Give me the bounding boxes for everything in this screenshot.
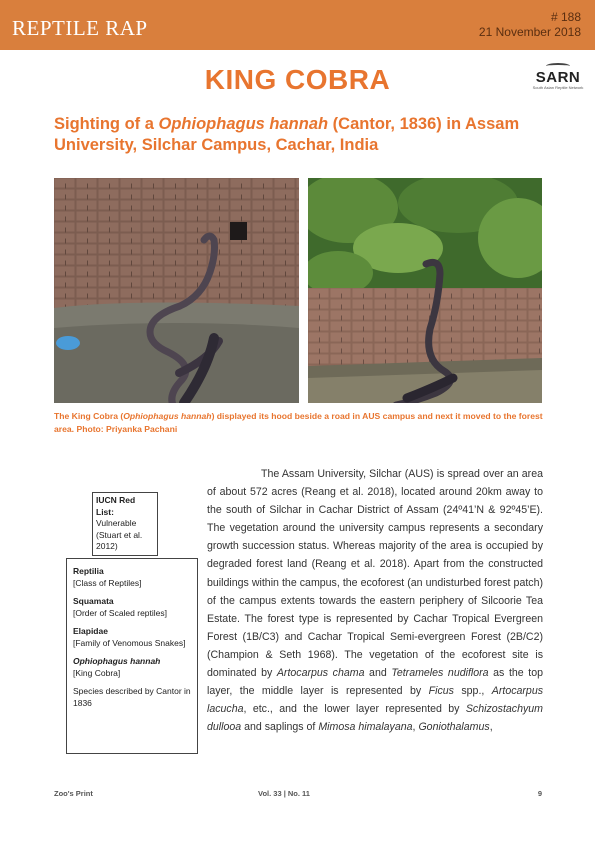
- page-number: 9: [537, 789, 542, 798]
- body-species: Tetrameles nudiflora: [391, 667, 489, 680]
- footer-volume: Vol. 33 | No. 11: [258, 789, 310, 798]
- body-species: Schizostachyum dullooa: [207, 703, 543, 734]
- publication-title: REPTILE RAP: [12, 16, 148, 40]
- body-text: spp.,: [453, 685, 492, 698]
- body-text: ,: [412, 721, 419, 734]
- footer-journal: Zoo's Print: [54, 789, 93, 798]
- taxon-desc: [King Cobra]: [73, 667, 121, 678]
- article-subtitle: [54, 114, 554, 156]
- taxon-name: Elapidae: [73, 626, 108, 636]
- taxon-name: Squamata: [73, 596, 114, 606]
- logo-wordmark: SARN: [535, 69, 581, 86]
- taxon-desc: [Family of Venomous Snakes]: [73, 637, 186, 648]
- taxon-desc: [Class of Reptiles]: [73, 577, 142, 588]
- photo-caption: [54, 410, 544, 435]
- caption-text: The King Cobra (: [54, 411, 124, 421]
- issue-number: # 188: [550, 10, 581, 24]
- cobra-photo-forest: [308, 178, 542, 403]
- article-body: [207, 465, 543, 736]
- body-paragraph: [207, 465, 543, 736]
- taxon-name: Ophiophagus hannah: [73, 656, 161, 666]
- body-text: and: [364, 667, 392, 680]
- body-species: Artocarpus chama: [276, 667, 365, 680]
- taxon-class: [73, 566, 191, 589]
- cobra-photo-hood: [54, 178, 299, 403]
- article-title: KING COBRA: [204, 64, 391, 95]
- iucn-label: IUCN Red List:: [96, 495, 136, 517]
- taxon-name: Reptilia: [73, 566, 104, 576]
- taxon-species: [73, 656, 191, 679]
- body-text: ,: [489, 721, 493, 734]
- taxon-family: [73, 626, 191, 649]
- iucn-status: Vulnerable: [96, 518, 137, 528]
- subtitle-text: Sighting of a: [54, 115, 159, 133]
- body-species: Mimosa himalayana: [318, 721, 413, 734]
- taxonomy-box: [66, 558, 198, 754]
- sarn-logo: [532, 58, 584, 92]
- taxon-desc: [Order of Scaled reptiles]: [73, 607, 168, 618]
- page-footer: [54, 789, 542, 799]
- snake-logo-icon: [532, 58, 584, 70]
- taxon-order: [73, 596, 191, 619]
- body-text: and saplings of: [241, 721, 319, 734]
- body-species: Ficus: [428, 685, 454, 698]
- issue-date: 21 November 2018: [478, 25, 581, 39]
- body-text: as the top layer, the middle layer is represented by: [207, 667, 543, 698]
- logo-tagline: South Asian Reptile Network: [532, 85, 584, 90]
- header-banner: [0, 0, 595, 50]
- issue-info: [479, 10, 581, 40]
- species-described-note: Species described by Cantor in 1836: [73, 686, 191, 708]
- iucn-status-box: [92, 492, 158, 556]
- caption-text-end: ) displayed its hood beside a road in AUS campus and next it moved to the forest area. Photo: Priyanka Pachani: [54, 411, 543, 434]
- body-species: Artocarpus lacucha: [207, 685, 544, 716]
- body-species: Goniothalamus: [418, 721, 490, 734]
- subtitle-text-end: (Cantor, 1836) in Assam University, Silchar Campus, Cachar, India: [54, 115, 520, 154]
- caption-species: Ophiophagus hannah: [123, 411, 212, 421]
- body-text: The Assam University, Silchar (AUS) is spread over an area of about 572 acres (Reang et al. 2018), located around 20km away to the south of Silchar in Cachar District of Assam (24º41’N & 92º45’E). The vegetation around the university campus represents a secondary growth succession status. Whereas majority of the area is occupied by degraded forest land (Reang et al. 2018). Apart from the constructed buildings within the campus, the ecoforest (an undisturbed forest patch) of the campus extents towards the eastern periphery of Silcoorie Tea Estate. The forest type is represented by Cachar Tropical Evergreen Forest (1B/C3) and Cachar Tropical Semi-evergreen Forest (2B/C2) (Champion & Seth 1968). The vegetation of the ecoforest site is dominated by: [207, 468, 543, 680]
- iucn-reference: (Stuart et al. 2012): [96, 529, 143, 551]
- body-text: , etc., and the lower layer represented by: [243, 703, 466, 716]
- subtitle-species: Ophiophagus hannah: [158, 115, 329, 133]
